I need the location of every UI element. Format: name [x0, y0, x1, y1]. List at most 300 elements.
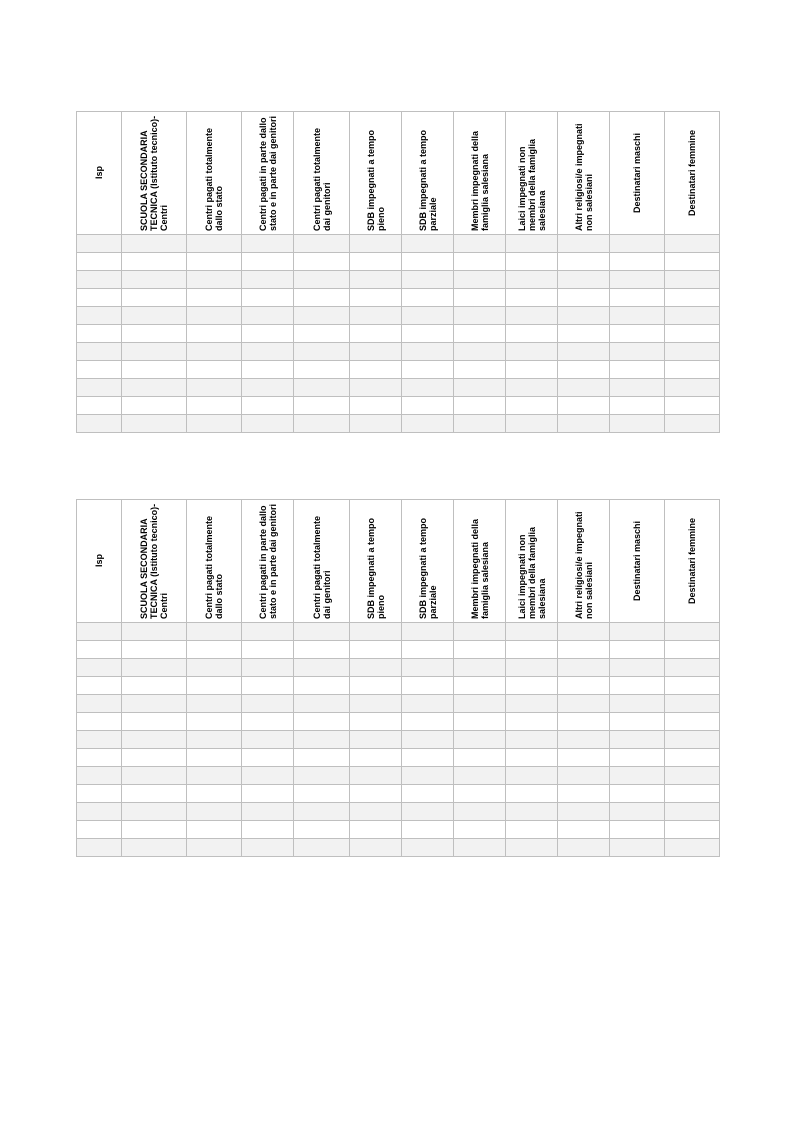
table-cell[interactable] — [610, 677, 665, 695]
table-cell[interactable] — [506, 749, 558, 767]
table-cell[interactable] — [122, 343, 187, 361]
table-cell[interactable] — [558, 695, 610, 713]
table-cell[interactable] — [610, 785, 665, 803]
table-cell[interactable] — [122, 361, 187, 379]
table-cell[interactable] — [402, 343, 454, 361]
table-cell[interactable] — [402, 623, 454, 641]
table-cell[interactable] — [454, 803, 506, 821]
table-cell[interactable] — [294, 695, 350, 713]
table-cell[interactable] — [242, 641, 294, 659]
table-cell[interactable] — [610, 235, 665, 253]
table-cell[interactable] — [294, 343, 350, 361]
table-cell[interactable] — [242, 343, 294, 361]
table-cell[interactable] — [77, 695, 122, 713]
table-cell[interactable] — [402, 659, 454, 677]
table-cell[interactable] — [506, 325, 558, 343]
table-cell[interactable] — [610, 803, 665, 821]
table-cell[interactable] — [122, 839, 187, 857]
table-cell[interactable] — [187, 415, 242, 433]
table-cell[interactable] — [350, 397, 402, 415]
table-cell[interactable] — [187, 713, 242, 731]
table-cell[interactable] — [454, 623, 506, 641]
table-cell[interactable] — [610, 271, 665, 289]
table-cell[interactable] — [610, 253, 665, 271]
table-cell[interactable] — [122, 253, 187, 271]
table-cell[interactable] — [402, 361, 454, 379]
table-cell[interactable] — [558, 235, 610, 253]
table-row — [77, 253, 720, 271]
table-cell[interactable] — [506, 695, 558, 713]
table-cell[interactable] — [242, 749, 294, 767]
table-cell[interactable] — [506, 361, 558, 379]
table-cell[interactable] — [665, 749, 720, 767]
table-cell[interactable] — [454, 821, 506, 839]
header-label: Isp — [94, 554, 104, 568]
table-cell[interactable] — [610, 397, 665, 415]
table-cell[interactable] — [187, 695, 242, 713]
table-cell[interactable] — [187, 677, 242, 695]
table-cell[interactable] — [350, 623, 402, 641]
table-cell[interactable] — [242, 623, 294, 641]
table-cell[interactable] — [665, 641, 720, 659]
table-cell[interactable] — [350, 253, 402, 271]
table-cell[interactable] — [187, 731, 242, 749]
table-cell[interactable] — [242, 271, 294, 289]
table-cell[interactable] — [350, 307, 402, 325]
table-cell[interactable] — [610, 749, 665, 767]
table-cell[interactable] — [454, 839, 506, 857]
table-cell[interactable] — [187, 325, 242, 343]
table-cell[interactable] — [454, 271, 506, 289]
table-cell[interactable] — [77, 767, 122, 785]
table-cell[interactable] — [122, 623, 187, 641]
table-cell[interactable] — [350, 695, 402, 713]
table-cell[interactable] — [454, 397, 506, 415]
table-cell[interactable] — [77, 289, 122, 307]
table-cell[interactable] — [294, 361, 350, 379]
table-cell[interactable] — [402, 253, 454, 271]
table-cell[interactable] — [402, 695, 454, 713]
table-cell[interactable] — [454, 307, 506, 325]
table-cell[interactable] — [506, 343, 558, 361]
table-cell[interactable] — [665, 361, 720, 379]
table-cell[interactable] — [294, 623, 350, 641]
table-cell[interactable] — [122, 397, 187, 415]
table-cell[interactable] — [187, 659, 242, 677]
table-cell[interactable] — [294, 325, 350, 343]
table-cell[interactable] — [350, 659, 402, 677]
table-cell[interactable] — [122, 271, 187, 289]
header-label: Centri pagati totalmente dallo stato — [204, 515, 224, 619]
table-cell[interactable] — [187, 307, 242, 325]
table-cell[interactable] — [350, 803, 402, 821]
table-cell[interactable] — [665, 839, 720, 857]
table-cell[interactable] — [454, 415, 506, 433]
table-cell[interactable] — [77, 803, 122, 821]
table-cell[interactable] — [350, 415, 402, 433]
table-cell[interactable] — [122, 731, 187, 749]
table-cell[interactable] — [454, 325, 506, 343]
table-cell[interactable] — [122, 767, 187, 785]
table-cell[interactable] — [77, 343, 122, 361]
table-cell[interactable] — [187, 361, 242, 379]
table-cell[interactable] — [242, 659, 294, 677]
table-cell[interactable] — [558, 785, 610, 803]
table-cell[interactable] — [77, 397, 122, 415]
table-cell[interactable] — [187, 785, 242, 803]
table-cell[interactable] — [506, 821, 558, 839]
table-cell[interactable] — [610, 307, 665, 325]
table-cell[interactable] — [558, 325, 610, 343]
table-cell[interactable] — [242, 361, 294, 379]
table-cell[interactable] — [77, 253, 122, 271]
table-cell[interactable] — [558, 731, 610, 749]
table-row — [77, 379, 720, 397]
table-cell[interactable] — [122, 785, 187, 803]
table-cell[interactable] — [665, 659, 720, 677]
table-cell[interactable] — [294, 307, 350, 325]
table-cell[interactable] — [187, 749, 242, 767]
table-cell[interactable] — [558, 641, 610, 659]
table-cell[interactable] — [402, 713, 454, 731]
table-cell[interactable] — [558, 677, 610, 695]
table-cell[interactable] — [350, 731, 402, 749]
table-cell[interactable] — [122, 677, 187, 695]
table-cell[interactable] — [558, 253, 610, 271]
table-cell[interactable] — [558, 271, 610, 289]
table-cell[interactable] — [665, 307, 720, 325]
table-cell[interactable] — [454, 379, 506, 397]
table-cell[interactable] — [665, 271, 720, 289]
table-cell[interactable] — [558, 307, 610, 325]
table-cell[interactable] — [454, 767, 506, 785]
table-cell[interactable] — [77, 415, 122, 433]
table-cell[interactable] — [294, 839, 350, 857]
table-cell[interactable] — [506, 677, 558, 695]
table-cell[interactable] — [187, 767, 242, 785]
table-cell[interactable] — [454, 695, 506, 713]
table-cell[interactable] — [294, 641, 350, 659]
table-cell[interactable] — [610, 695, 665, 713]
table-cell[interactable] — [294, 659, 350, 677]
table-cell[interactable] — [454, 749, 506, 767]
table-cell[interactable] — [558, 415, 610, 433]
table-cell[interactable] — [506, 271, 558, 289]
table-cell[interactable] — [558, 397, 610, 415]
table-cell[interactable] — [294, 731, 350, 749]
table-cell[interactable] — [77, 713, 122, 731]
table-cell[interactable] — [506, 641, 558, 659]
table-row — [77, 641, 720, 659]
table-cell[interactable] — [122, 379, 187, 397]
header-label: SCUOLA SECONDARIA TECNICA (Istituto tecnico)- Centri — [139, 115, 169, 231]
table-cell[interactable] — [77, 623, 122, 641]
table-cell[interactable] — [610, 289, 665, 307]
table-cell[interactable] — [294, 713, 350, 731]
table-cell[interactable] — [402, 397, 454, 415]
table-cell[interactable] — [665, 677, 720, 695]
table-cell[interactable] — [665, 713, 720, 731]
table-cell[interactable] — [77, 659, 122, 677]
table-cell[interactable] — [665, 235, 720, 253]
table-cell[interactable] — [242, 235, 294, 253]
table-cell[interactable] — [506, 253, 558, 271]
table-cell[interactable] — [122, 289, 187, 307]
table-cell[interactable] — [506, 379, 558, 397]
table-cell[interactable] — [402, 235, 454, 253]
table-cell[interactable] — [350, 325, 402, 343]
table-cell[interactable] — [187, 271, 242, 289]
table-cell[interactable] — [77, 731, 122, 749]
table-cell[interactable] — [454, 361, 506, 379]
table-cell[interactable] — [77, 839, 122, 857]
table-cell[interactable] — [122, 695, 187, 713]
table-cell[interactable] — [350, 821, 402, 839]
table-cell[interactable] — [350, 749, 402, 767]
table-cell[interactable] — [665, 379, 720, 397]
table-cell[interactable] — [665, 397, 720, 415]
table-cell[interactable] — [350, 289, 402, 307]
table-cell[interactable] — [454, 253, 506, 271]
table-cell[interactable] — [610, 361, 665, 379]
table-row — [77, 415, 720, 433]
table-cell[interactable] — [665, 695, 720, 713]
table-cell[interactable] — [350, 361, 402, 379]
table-cell[interactable] — [402, 803, 454, 821]
table-cell[interactable] — [242, 731, 294, 749]
table-cell[interactable] — [77, 749, 122, 767]
table-cell[interactable] — [294, 271, 350, 289]
table-cell[interactable] — [122, 659, 187, 677]
table-cell[interactable] — [558, 821, 610, 839]
table-cell[interactable] — [506, 731, 558, 749]
table-cell[interactable] — [350, 641, 402, 659]
table-cell[interactable] — [77, 677, 122, 695]
table-cell[interactable] — [558, 343, 610, 361]
table-cell[interactable] — [558, 379, 610, 397]
table-cell[interactable] — [242, 803, 294, 821]
table-cell[interactable] — [242, 695, 294, 713]
table-cell[interactable] — [506, 397, 558, 415]
table-cell[interactable] — [665, 623, 720, 641]
table-cell[interactable] — [350, 271, 402, 289]
table-cell[interactable] — [558, 767, 610, 785]
table-cell[interactable] — [454, 641, 506, 659]
table-cell[interactable] — [558, 361, 610, 379]
table-cell[interactable] — [402, 767, 454, 785]
table-cell[interactable] — [558, 289, 610, 307]
table-cell[interactable] — [77, 307, 122, 325]
table-cell[interactable] — [665, 343, 720, 361]
table-cell[interactable] — [506, 289, 558, 307]
table-cell[interactable] — [294, 235, 350, 253]
table-cell[interactable] — [402, 731, 454, 749]
table-cell[interactable] — [350, 839, 402, 857]
header-sdb-tempo-parziale — [402, 500, 454, 623]
table-cell[interactable] — [665, 803, 720, 821]
table-cell[interactable] — [506, 659, 558, 677]
table-cell[interactable] — [402, 749, 454, 767]
table-cell[interactable] — [242, 253, 294, 271]
table-cell[interactable] — [402, 325, 454, 343]
table-cell[interactable] — [558, 749, 610, 767]
table-cell[interactable] — [454, 659, 506, 677]
table-cell[interactable] — [242, 713, 294, 731]
table-cell[interactable] — [187, 235, 242, 253]
header-isp — [77, 112, 122, 235]
table-cell[interactable] — [122, 749, 187, 767]
table-cell[interactable] — [610, 325, 665, 343]
table-cell[interactable] — [187, 821, 242, 839]
header-label: Centri pagati in parte dallo stato e in parte dai genitori — [257, 115, 278, 231]
table-cell[interactable] — [610, 415, 665, 433]
table-cell[interactable] — [294, 767, 350, 785]
table-cell[interactable] — [187, 623, 242, 641]
table-cell[interactable] — [454, 713, 506, 731]
table-cell[interactable] — [402, 289, 454, 307]
table-cell[interactable] — [665, 289, 720, 307]
table-cell[interactable] — [558, 713, 610, 731]
table-cell[interactable] — [506, 235, 558, 253]
table-cell[interactable] — [506, 415, 558, 433]
table-cell[interactable] — [610, 659, 665, 677]
table-cell[interactable] — [187, 397, 242, 415]
table-cell[interactable] — [122, 307, 187, 325]
table-cell[interactable] — [187, 379, 242, 397]
table-cell[interactable] — [294, 253, 350, 271]
table-cell[interactable] — [558, 623, 610, 641]
table-cell[interactable] — [242, 325, 294, 343]
table-cell[interactable] — [187, 839, 242, 857]
table-cell[interactable] — [454, 785, 506, 803]
table-cell[interactable] — [350, 785, 402, 803]
table-cell[interactable] — [610, 641, 665, 659]
table-cell[interactable] — [294, 785, 350, 803]
table-cell[interactable] — [402, 415, 454, 433]
table-cell[interactable] — [187, 803, 242, 821]
table-cell[interactable] — [402, 677, 454, 695]
table-cell[interactable] — [610, 379, 665, 397]
table-cell[interactable] — [506, 713, 558, 731]
table-cell[interactable] — [122, 235, 187, 253]
table-cell[interactable] — [665, 821, 720, 839]
table-cell[interactable] — [294, 289, 350, 307]
table-cell[interactable] — [77, 785, 122, 803]
table-cell[interactable] — [350, 767, 402, 785]
table-cell[interactable] — [294, 379, 350, 397]
table-cell[interactable] — [77, 361, 122, 379]
table-cell[interactable] — [77, 325, 122, 343]
table-cell[interactable] — [242, 307, 294, 325]
table-cell[interactable] — [665, 415, 720, 433]
table-cell[interactable] — [665, 731, 720, 749]
table-cell[interactable] — [558, 659, 610, 677]
table-cell[interactable] — [242, 785, 294, 803]
table-cell[interactable] — [77, 235, 122, 253]
table-cell[interactable] — [610, 839, 665, 857]
table-cell[interactable] — [77, 271, 122, 289]
table-cell[interactable] — [294, 749, 350, 767]
table-cell[interactable] — [665, 785, 720, 803]
table-cell[interactable] — [350, 677, 402, 695]
table-cell[interactable] — [77, 379, 122, 397]
table-cell[interactable] — [294, 397, 350, 415]
table-cell[interactable] — [77, 821, 122, 839]
table-cell[interactable] — [454, 731, 506, 749]
table-cell[interactable] — [350, 713, 402, 731]
table-cell[interactable] — [122, 641, 187, 659]
table-cell[interactable] — [506, 767, 558, 785]
table-cell[interactable] — [610, 821, 665, 839]
table-cell[interactable] — [122, 821, 187, 839]
table-cell[interactable] — [242, 839, 294, 857]
header-label: Centri pagati totalmente dai genitori — [311, 127, 332, 231]
table-cell[interactable] — [242, 415, 294, 433]
table-cell[interactable] — [402, 785, 454, 803]
table-cell[interactable] — [402, 839, 454, 857]
table-cell[interactable] — [610, 731, 665, 749]
table-row — [77, 325, 720, 343]
table-cell[interactable] — [402, 271, 454, 289]
table-cell[interactable] — [454, 289, 506, 307]
table-cell[interactable] — [77, 641, 122, 659]
table-cell[interactable] — [350, 379, 402, 397]
table-cell[interactable] — [506, 785, 558, 803]
table-cell[interactable] — [187, 289, 242, 307]
table-cell[interactable] — [402, 641, 454, 659]
table-cell[interactable] — [294, 677, 350, 695]
table-cell[interactable] — [454, 235, 506, 253]
table-cell[interactable] — [242, 821, 294, 839]
table-cell[interactable] — [402, 307, 454, 325]
table-cell[interactable] — [665, 767, 720, 785]
table-cell[interactable] — [294, 415, 350, 433]
table-cell[interactable] — [122, 803, 187, 821]
table-cell[interactable] — [294, 803, 350, 821]
table-cell[interactable] — [187, 641, 242, 659]
table-cell[interactable] — [242, 677, 294, 695]
table-cell[interactable] — [610, 623, 665, 641]
table-cell[interactable] — [610, 713, 665, 731]
table-cell[interactable] — [242, 767, 294, 785]
table-cell[interactable] — [610, 767, 665, 785]
table-cell[interactable] — [506, 839, 558, 857]
table-cell[interactable] — [454, 677, 506, 695]
table-cell[interactable] — [187, 253, 242, 271]
table-cell[interactable] — [506, 623, 558, 641]
table-cell[interactable] — [187, 343, 242, 361]
table-cell[interactable] — [665, 325, 720, 343]
table-cell[interactable] — [558, 803, 610, 821]
table-cell[interactable] — [294, 821, 350, 839]
table-cell[interactable] — [610, 343, 665, 361]
table-cell[interactable] — [122, 325, 187, 343]
table-cell[interactable] — [242, 379, 294, 397]
table-cell[interactable] — [665, 253, 720, 271]
table-cell[interactable] — [454, 343, 506, 361]
table-cell[interactable] — [242, 289, 294, 307]
table-cell[interactable] — [122, 415, 187, 433]
table-cell[interactable] — [402, 379, 454, 397]
table-cell[interactable] — [402, 821, 454, 839]
table-cell[interactable] — [506, 803, 558, 821]
table-cell[interactable] — [506, 307, 558, 325]
table-cell[interactable] — [350, 235, 402, 253]
table-cell[interactable] — [558, 839, 610, 857]
table-cell[interactable] — [350, 343, 402, 361]
table-cell[interactable] — [122, 713, 187, 731]
table-cell[interactable] — [242, 397, 294, 415]
